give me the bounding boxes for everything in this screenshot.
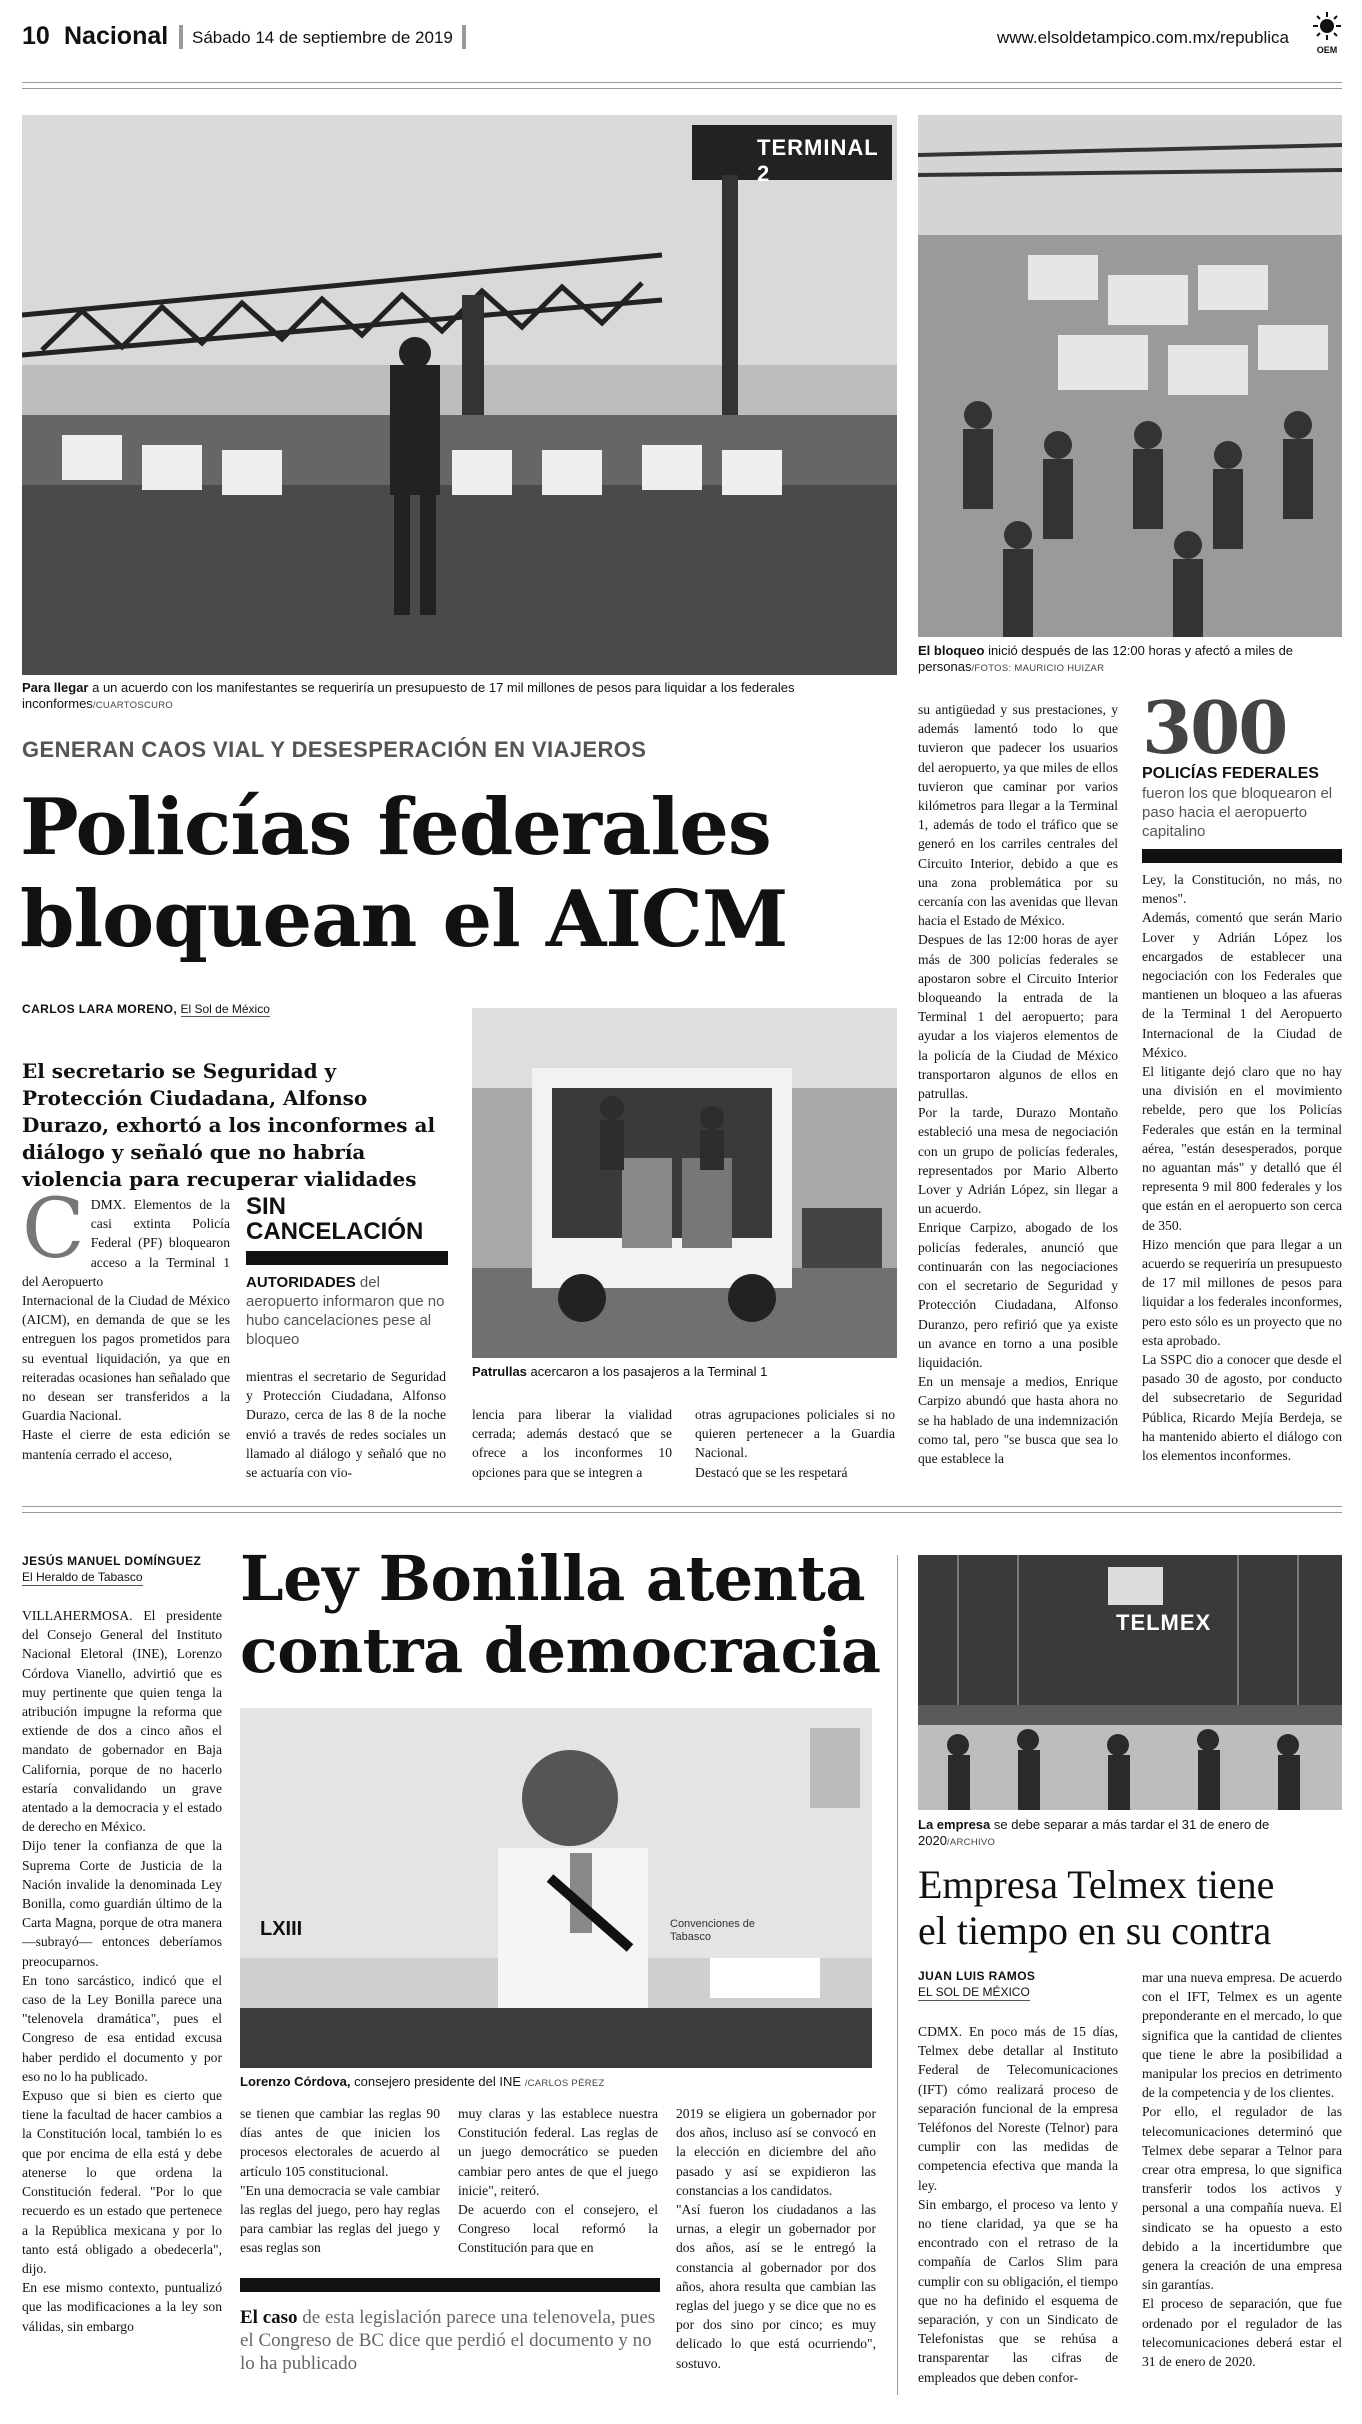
story-column-2: mientras el secretario de Seguridad y Protección Ciudadana, Alfonso Durazo, cerca de las 8 de la noche envió a través de redes sociales un llamado al diálogo y señaló que no se actuaría con vio- bbox=[246, 1369, 446, 1481]
sun-logo-icon bbox=[1311, 12, 1343, 40]
stat-box-300 bbox=[1142, 685, 1342, 863]
sidebar-box-sin-cancelacion: SIN CANCELACIÓN AUTORIDADES del aeropuerto informaron que no hubo cancelaciones pese al bloqueo bbox=[246, 1195, 448, 1349]
telmex-column-2: mar una nueva empresa. De acuerdo con el IFT, Telmex es un agente preponderante en el mercado, lo que significa que la cantidad de clientes que tiene le abre la posibilidad a manipular los precios en detrimento de la competencia y de los clientes. Por ello, el regulador de las telecomunicaciones determinó que Telmex debe separar a Telnor para crear otra empresa, lo que significa transferir todos los activos y personal a una compañía nueva. El sindicato se ha opuesto a esto debido a la incertidumbre que genera la creación de una empresa sin garantías. El proceso de separación, que fue ordenado por el regulador de las telecomunicaciones deberá estar el 31 de enero de 2020. bbox=[1142, 1970, 1342, 2370]
story-kicker: GENERAN CAOS VIAL Y DESESPERACIÓN EN VIAJEROS bbox=[22, 737, 647, 762]
bonilla-pull-quote: El caso de esta legislación parece una telenovela, pues el Congreso de BC dice que perdió el documento y no lo ha publicado bbox=[240, 2278, 660, 2375]
bonilla-column-3: muy claras y las establece nuestra Constitución federal. Las reglas de un juego democrático se pueden cambiar pero antes de que el juego inicie", reiteró. De acuerdo con el consejero, el Congreso local reformó la Constitución para que en bbox=[458, 2106, 658, 2256]
story-column-1: C DMX. Elementos de la casi extinta Policía Federal (PF) bloquearon acceso a la Terminal 1 del Aeropuerto Internacional de la Ciudad de México (AICM), en demanda de que se les entreguen los pagos prometidos para su eventual liquidación, ya que en reiteradas ocasiones han señalado que no desean ser transferidos a la Guardia Nacional. Haste el cierre de esta edición se mantenía cerrado el acceso, bbox=[22, 1182, 230, 1462]
telmex-photo-caption: La empresa se debe separar a más tardar el 31 de enero de 2020/ARCHIVO bbox=[918, 1817, 1270, 1848]
story-headline: Policías federales bloquean el AICM bbox=[20, 782, 788, 965]
photo-lorenzo-cordova bbox=[240, 1708, 872, 2068]
section-url: www.elsoldetampico.com.mx/republica bbox=[997, 28, 1289, 47]
bonilla-column-1: VILLAHERMOSA. El presidente del Consejo General del Instituto Nacional Eletoral (INE), Lorenzo Córdova Vianello, advirtió que es muy pertinente que quien tenga la atribución impugne la reforma que extiende de dos a cinco años el mandato de gobernador en Baja California, porque de no hacerlo estaría convalidando un grave atentado a la democracia y el estado de derecho en México. Dijo tener la confianza de que la Suprema Corte de Justicia de la Nación invalide la denominada Ley Bonilla, como guardián último de la Carta Magna, porque de otra manera —subrayó— entonces deberíamos preocuparnos. En tono sarcástico, indicó que el caso de la Ley Bonilla parece una "telenovela dramática", pues el Congreso de esa entidad excusa haber perdido el documento y por eso no lo ha publicado. Expuso que si bien es cierto que tiene la facultad de hacer cambios a la Constitución local, también lo es que por encima de ella está y debe atenerse lo que ordena la Constitución federal. "Por lo que recuerdo es un estado que pertenece a la República mexicana y por lo tanto está obligado a obedecerla", dijo. En ese mismo contexto, puntualizó que las modificaciones a la ley son válidas, sin embargo bbox=[22, 1608, 222, 2334]
section-name: Nacional bbox=[64, 22, 169, 50]
issue-date: Sábado 14 de septiembre de 2019 bbox=[192, 28, 453, 47]
logo-text: OEM bbox=[1316, 45, 1338, 55]
stat-number: 300 bbox=[1142, 685, 1287, 770]
photo-blocked-traffic bbox=[918, 115, 1342, 637]
story-byline: CARLOS LARA MORENO, El Sol de México bbox=[22, 1002, 270, 1016]
telmex-column-1: CDMX. En poco más de 15 días, Telmex debe detallar al Instituto Federal de Telecomunicaciones (IFT) cómo realizará proceso de separación funcional de la empresa Teléfonos del Noreste (Telnor) para cumplir con las medidas de competencia efectiva que manda la ley. Sin embargo, el proceso va lento y no tiene claridad, ya que se ha encontrado con el retraso de la compañía de Carlos Slim para cumplir con su obligación, el tiempo que no ha definido el esquema de separación, y con un Sindicato de Telefonistas que se rehúsa a transparentar las cifras de empleados que deben confor- bbox=[918, 2024, 1118, 2385]
bonilla-column-2: se tienen que cambiar las reglas 90 días antes de que inicien los procesos electorales de acuerdo al artículo 105 constitucional. "En una democracia se vale cambiar las reglas del juego, pero hay reglas para cambiar las reglas del juego y esas reglas son bbox=[240, 2106, 440, 2256]
traffic-crowd-illustration bbox=[918, 115, 1342, 637]
photo-banner-text: Convenciones de Tabasco bbox=[670, 1918, 756, 1943]
page-number: 10 bbox=[22, 22, 50, 50]
protest-scene-illustration bbox=[22, 115, 897, 675]
patrol-truck-illustration bbox=[472, 1008, 897, 1358]
bonilla-photo-caption: Lorenzo Córdova, consejero presidente del INE /CARLOS PÉREZ bbox=[240, 2074, 605, 2089]
bonilla-headline: Ley Bonilla atenta contra democracia bbox=[240, 1542, 881, 1687]
photo-mid-caption: Patrullas acercaron a los pasajeros a la Terminal 1 bbox=[472, 1364, 768, 1379]
story-column-6: Ley, la Constitución, no más, no menos". Además, comentó que serán Mario Lover y Adrián López los encargados de establecer una negociación con los Federales que mantienen un bloqueo a las afueras de la Terminal 1 del Aeropuerto Internacional de la Ciudad de México. El litigante dejó claro que no hay una división en el movimiento rebelde, pero que los Policías Federales que están en la terminal aérea, "están desesperados, porque no aguantan más" y detalló que él representa 9 mil 800 federales y los que están en el aeropuerto son cerca de 350. Hizo mención que para llegar a un acuerdo se requeriría un presupuesto de 17 mil millones de pesos para liquidar a los federales inconformes, pero esto sólo es un proyecto que no esta aprobado. La SSPC dio a conocer que desde el pasado 30 de agosto, por conducto del subsecretario de Seguridad Pública, Ricardo Mejía Berdeja, se ha mantenido abierto el diálogo con los elementos inconformes. bbox=[1142, 872, 1342, 1464]
telmex-sign: TELMEX bbox=[1116, 1610, 1212, 1635]
photo-sign-lxiii: LXIII bbox=[260, 1918, 303, 1940]
bonilla-column-4: 2019 se eligiera un gobernador por dos años, incluso así se convocó en la elección en diciembre del año pasado y así se expidieron las constancias a los candidatos. "Así fueron los ciudadanos a las urnas, a elegir un gobernador por dos años, así se le entregó la constancia al gobernador por dos años, ahora resulta que cambian las reglas del juego y se dice que no es por dos sino por cinco; es muy delicado lo que está ocurriendo", sostuvo. bbox=[676, 2106, 876, 2371]
photo-protester-bridge bbox=[22, 115, 897, 675]
bonilla-byline: JESÚS MANUEL DOMÍNGUEZ El Heraldo de Tabasco bbox=[22, 1554, 202, 1584]
photo-side-caption: El bloqueo inició después de las 12:00 horas y afectó a miles de personas/FOTOS: MAURICIO HUIZAR bbox=[918, 643, 1294, 674]
stat-text: fueron los que bloquearon el paso hacia el aeropuerto capitalino bbox=[1142, 785, 1333, 840]
telmex-building-illustration bbox=[918, 1555, 1342, 1810]
speaker-illustration bbox=[240, 1708, 872, 2068]
story-deck: El secretario se Seguridad y Protección Ciudadana, Alfonso Durazo, exhortó a los inconformes al diálogo y señaló que no habría violencia para recuperar vialidades bbox=[22, 1059, 436, 1191]
oem-logo bbox=[1307, 12, 1347, 56]
photo-telmex-building bbox=[918, 1555, 1342, 1810]
stat-label: POLICÍAS FEDERALES bbox=[1142, 765, 1319, 782]
telmex-headline: Empresa Telmex tiene el tiempo en su contra bbox=[918, 1862, 1275, 1953]
page-header bbox=[22, 22, 1342, 56]
terminal-sign: TERMINAL 2 bbox=[757, 135, 879, 186]
vertical-divider bbox=[897, 1555, 898, 2395]
photo-main-caption: Para llegar a un acuerdo con los manifestantes se requeriría un presupuesto de 17 mil millones de pesos para liquidar a los federales inconformes/CUARTOSCURO bbox=[22, 680, 795, 711]
story-column-5: su antigüedad y sus prestaciones, y además lamentó todo lo que tuvieron que padecer los usuarios del aeropuerto, ya que miles de ellos tuvieron que caminar por varios kilómetros para llegar a la Terminal 1, además de todo el tráfico que se generó en los carriles centrales del Circuito Interior, debido a que es una zona problemática por su cercanía con las avenidas que llevan hacia el Estado de México. Despues de las 12:00 horas de ayer más de 300 policías federales se apostaron sobre el Circuito Interior bloqueando la entrada de la Terminal 1 del aeropuerto; para ayudar a los viajeros elementos de la policía de la Ciudad de México transportaron algunos de ellos en patrullas. Por la tarde, Durazo Montaño estableció una mesa de negociación con un grupo de policías federales, representados por Mario Alberto Lover y Adrián López, sin llegar a un acuerdo. Enrique Carpizo, abogado de los policías federales, anunció que continuarán con las negociaciones con el secretario de Seguridad y Protección Ciudadana, Alfonso Duranzo, pero refirió que ya existe un avance en torno a una posible liquidación. En un mensaje a medios, Enrique Carpizo abundó que hasta ahora no se ha hablado de una indemnización como tal, pero "se busca que sea lo que establece la bbox=[918, 702, 1118, 1466]
photo-patrol-truck bbox=[472, 1008, 897, 1358]
story-column-4: otras agrupaciones policiales si no quieren pertenecer a la Guardia Nacional. Destacó que se les respetará bbox=[695, 1407, 895, 1480]
telmex-byline: JUAN LUIS RAMOS EL SOL DE MÉXICO bbox=[918, 1969, 1036, 1999]
drop-cap: C bbox=[22, 1182, 85, 1277]
story-column-3: lencia para liberar la vialidad cerrada; además destacó que se ofrece a los inconformes 10 opciones para que se integren a bbox=[472, 1407, 672, 1480]
